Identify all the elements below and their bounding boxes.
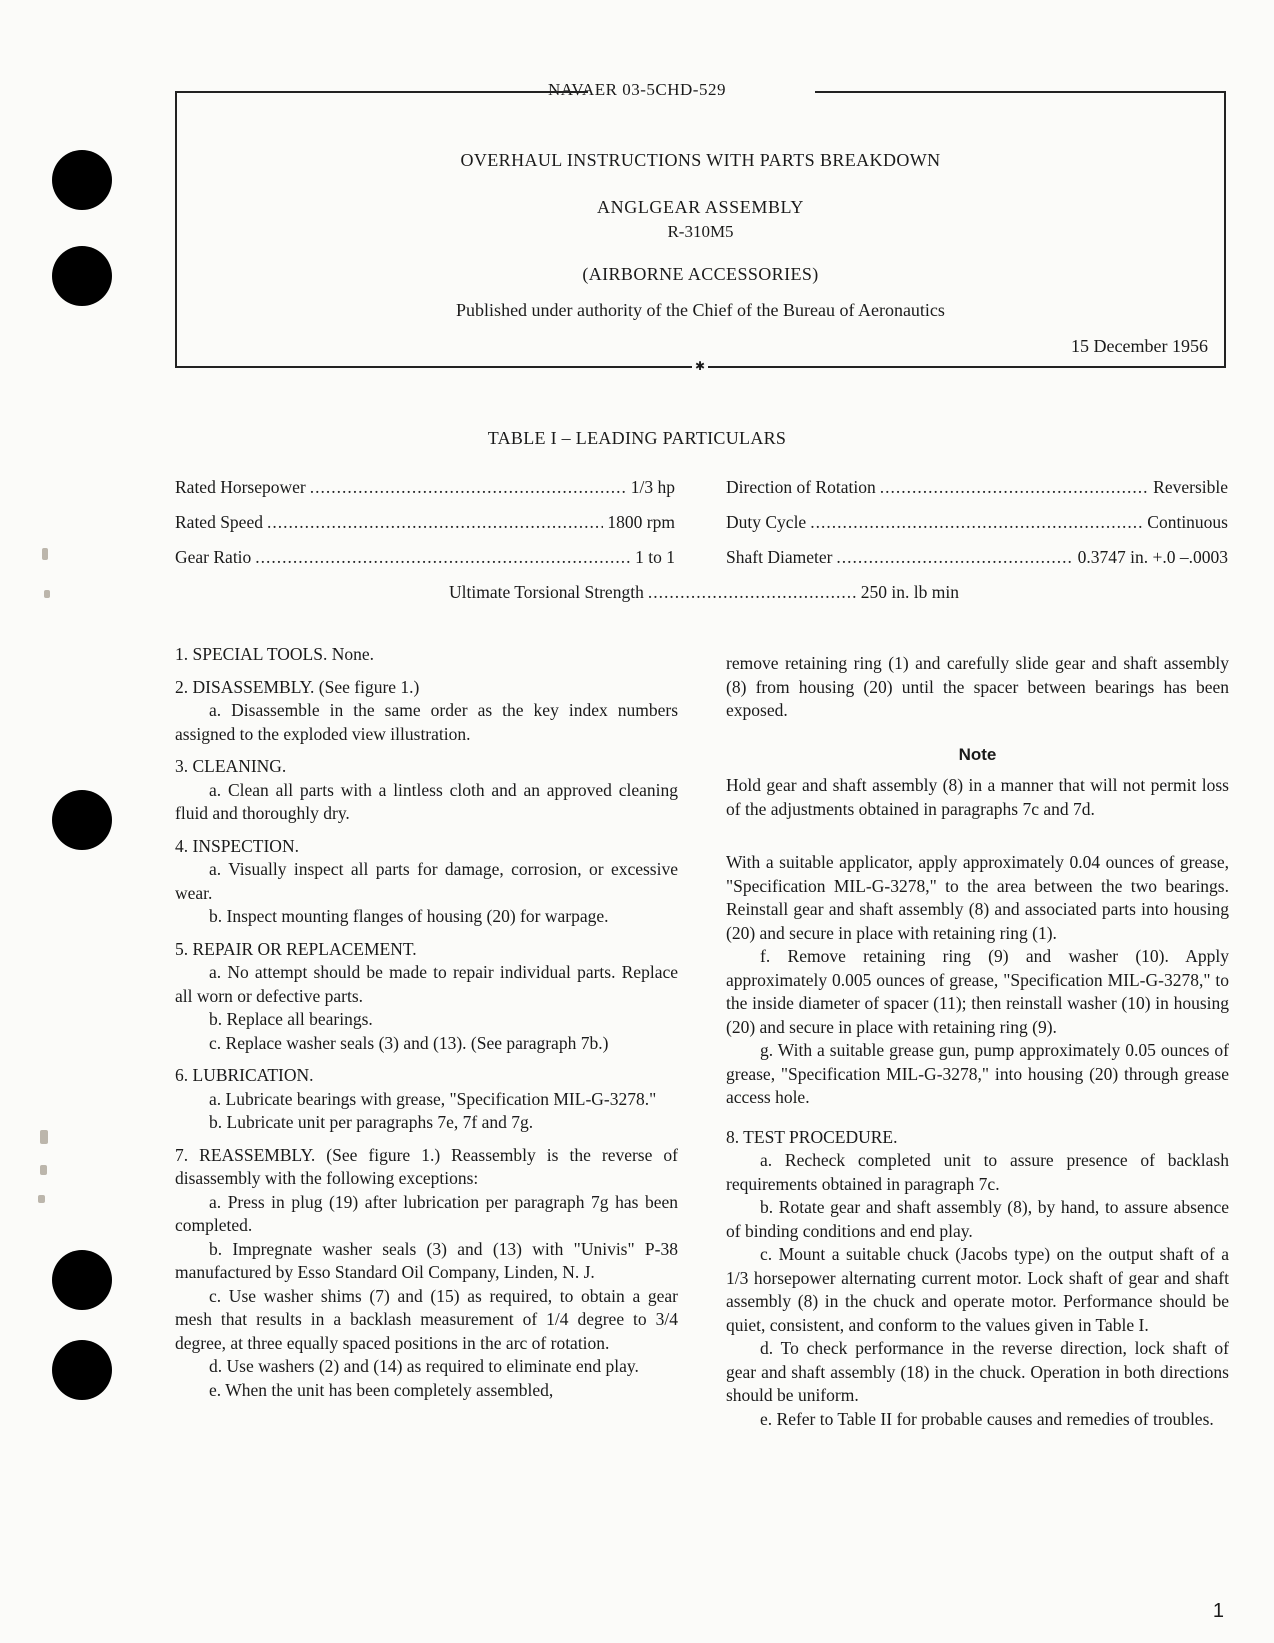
paragraph-8c: c. Mount a suitable chuck (Jacobs type) on the output shaft of a 1/3 horsepower alternating current motor. Lock shaft of gear and shaft assembly (8) in the chuck and operate motor. Performance should be quiet, consistent, and conform to the values given in Table I. — [726, 1244, 1229, 1335]
paragraph: c. Use washer shims (7) and (15) as required, to obtain a gear mesh that results in a backlash measurement of 1/4 degree to 3/4 degree, at three equally spaced positions in the arc of rotation. — [175, 1285, 678, 1353]
leader-dots — [255, 547, 631, 568]
particular-label: Shaft Diameter — [726, 547, 833, 567]
document-number: NAVAER 03-5CHD-529 — [548, 80, 726, 99]
binder-hole — [52, 1340, 112, 1400]
document-title: OVERHAUL INSTRUCTIONS WITH PARTS BREAKDOWN — [460, 150, 941, 170]
paragraph: b. Lubricate unit per paragraphs 7e, 7f and 7g. — [209, 1112, 534, 1132]
particular-label: Direction of Rotation — [726, 477, 876, 497]
paragraph: b. Replace all bearings. — [209, 1009, 373, 1029]
particular-row — [726, 512, 1228, 533]
section-heading: 2. DISASSEMBLY. (See figure 1.) — [175, 676, 420, 697]
scan-speck — [38, 1195, 45, 1203]
right-text-column — [726, 652, 1229, 1431]
scan-speck — [40, 1165, 47, 1175]
scan-speck — [44, 590, 50, 598]
document-category: (AIRBORNE ACCESSORIES) — [582, 264, 819, 284]
leader-dots — [648, 582, 857, 603]
binder-hole — [52, 246, 112, 306]
page-number: 1 — [1212, 1600, 1224, 1622]
particular-value: 1/3 hp — [630, 477, 675, 497]
particular-label: Ultimate Torsional Strength — [449, 582, 644, 602]
note-heading: Note — [958, 744, 997, 764]
paragraph-8a: a. Recheck completed unit to assure presence of backlash requirements obtained in paragraph 7c. — [726, 1150, 1229, 1194]
particular-row — [726, 547, 1228, 568]
particular-row — [449, 582, 959, 603]
paragraph: a. Press in plug (19) after lubrication per paragraph 7g has been completed. — [175, 1191, 678, 1235]
paragraph: a. Visually inspect all parts for damage, corrosion, or excessive wear. — [175, 859, 678, 903]
paragraph-8d: d. To check performance in the reverse direction, lock shaft of gear and shaft assembly (18) in the chuck. Operation in both directions should be uniform. — [726, 1338, 1229, 1405]
header-frame-line — [815, 91, 1226, 93]
left-text-column — [175, 643, 678, 1402]
particular-row — [175, 477, 675, 498]
scan-speck — [40, 1130, 48, 1144]
paragraph: e. When the unit has been completely assembled, — [209, 1379, 554, 1400]
paragraph-8b: b. Rotate gear and shaft assembly (8), by hand, to assure absence of binding conditions and end play. — [726, 1197, 1229, 1241]
particular-value: 1800 rpm — [607, 512, 675, 532]
model-number: R-310M5 — [667, 222, 734, 241]
section-heading: 7. REASSEMBLY. (See figure 1.) Reassembly is the reverse of disassembly with the following exceptions: — [175, 1144, 678, 1188]
authority-line: Published under authority of the Chief of the Bureau of Aeronautics — [456, 300, 945, 320]
paragraph-7f: f. Remove retaining ring (9) and washer (10). Apply approximately 0.005 ounces of grease, "Specification MIL-G-3278," to the inside diameter of spacer (11); then reinstall washer (10) in housing (20) and secure in place with retaining ring (9). — [726, 946, 1229, 1037]
paragraph-7e-continued: With a suitable applicator, apply approximately 0.04 ounces of grease, "Specification MIL-G-3278," to the area between the two bearings. Reinstall gear and shaft assembly (8) and associated parts into housing (20) and secure in place with retaining ring (1). — [726, 852, 1229, 943]
paragraph: a. Clean all parts with a lintless cloth and an approved cleaning fluid and thoroughly dry. — [175, 779, 678, 823]
paragraph: c. Replace washer seals (3) and (13). (See paragraph 7b.) — [209, 1032, 609, 1053]
leader-dots — [836, 547, 1073, 568]
table-title: TABLE I – LEADING PARTICULARS — [487, 428, 787, 448]
section-heading: 4. INSPECTION. — [175, 835, 299, 856]
binder-hole — [52, 790, 112, 850]
paragraph: a. No attempt should be made to repair individual parts. Replace all worn or defective parts. — [175, 962, 678, 1006]
particular-value: 1 to 1 — [635, 547, 675, 567]
paragraph-7g: g. With a suitable grease gun, pump approximately 0.05 ounces of grease, "Specification MIL-G-3278," into housing (20) through grease access hole. — [726, 1040, 1229, 1107]
binder-hole — [52, 1250, 112, 1310]
leader-dots — [810, 512, 1143, 533]
paragraph: b. Impregnate washer seals (3) and (13) with "Univis" P-38 manufactured by Esso Standard Oil Company, Linden, N. J. — [175, 1238, 678, 1282]
paragraph-8e: e. Refer to Table II for probable causes and remedies of troubles. — [760, 1408, 1214, 1429]
particular-value: Continuous — [1147, 512, 1228, 532]
particular-row — [175, 512, 675, 533]
asterisk-mark: ✱ — [692, 359, 708, 374]
particular-row — [175, 547, 675, 568]
section-heading: 1. SPECIAL TOOLS. None. — [175, 644, 374, 664]
section-heading: 6. LUBRICATION. — [175, 1065, 314, 1085]
paragraph: a. Lubricate bearings with grease, "Specification MIL-G-3278." — [209, 1088, 657, 1109]
paragraph: d. Use washers (2) and (14) as required to eliminate end play. — [209, 1356, 639, 1376]
particular-row — [726, 477, 1228, 498]
scan-speck — [42, 548, 48, 560]
leader-dots — [880, 477, 1149, 498]
header-frame-line — [175, 91, 588, 93]
particular-value: 250 in. lb min — [860, 582, 959, 602]
leader-dots — [267, 512, 603, 533]
note-body: Hold gear and shaft assembly (8) in a manner that will not permit loss of the adjustments obtained in paragraphs 7c and 7d. — [726, 775, 1229, 819]
paragraph: a. Disassemble in the same order as the key index numbers assigned to the exploded view illustration. — [175, 700, 678, 744]
document-subject: ANGLGEAR ASSEMBLY — [597, 197, 804, 217]
particular-label: Rated Horsepower — [175, 477, 306, 497]
particular-value: Reversible — [1153, 477, 1228, 497]
binder-hole — [52, 150, 112, 210]
particular-label: Rated Speed — [175, 512, 263, 532]
paragraph-7e-continued: remove retaining ring (1) and carefully slide gear and shaft assembly (8) from housing (20) until the spacer between bearings has been exposed. — [726, 653, 1229, 720]
section-heading: 8. TEST PROCEDURE. — [726, 1126, 898, 1147]
section-heading: 3. CLEANING. — [175, 756, 287, 776]
paragraph: b. Inspect mounting flanges of housing (20) for warpage. — [209, 906, 609, 926]
particular-value: 0.3747 in. +.0 –.0003 — [1077, 547, 1228, 567]
section-heading: 5. REPAIR OR REPLACEMENT. — [175, 938, 417, 959]
leader-dots — [310, 477, 627, 498]
publication-date: 15 December 1956 — [1071, 336, 1208, 356]
particular-label: Gear Ratio — [175, 547, 252, 567]
particular-label: Duty Cycle — [726, 512, 807, 532]
